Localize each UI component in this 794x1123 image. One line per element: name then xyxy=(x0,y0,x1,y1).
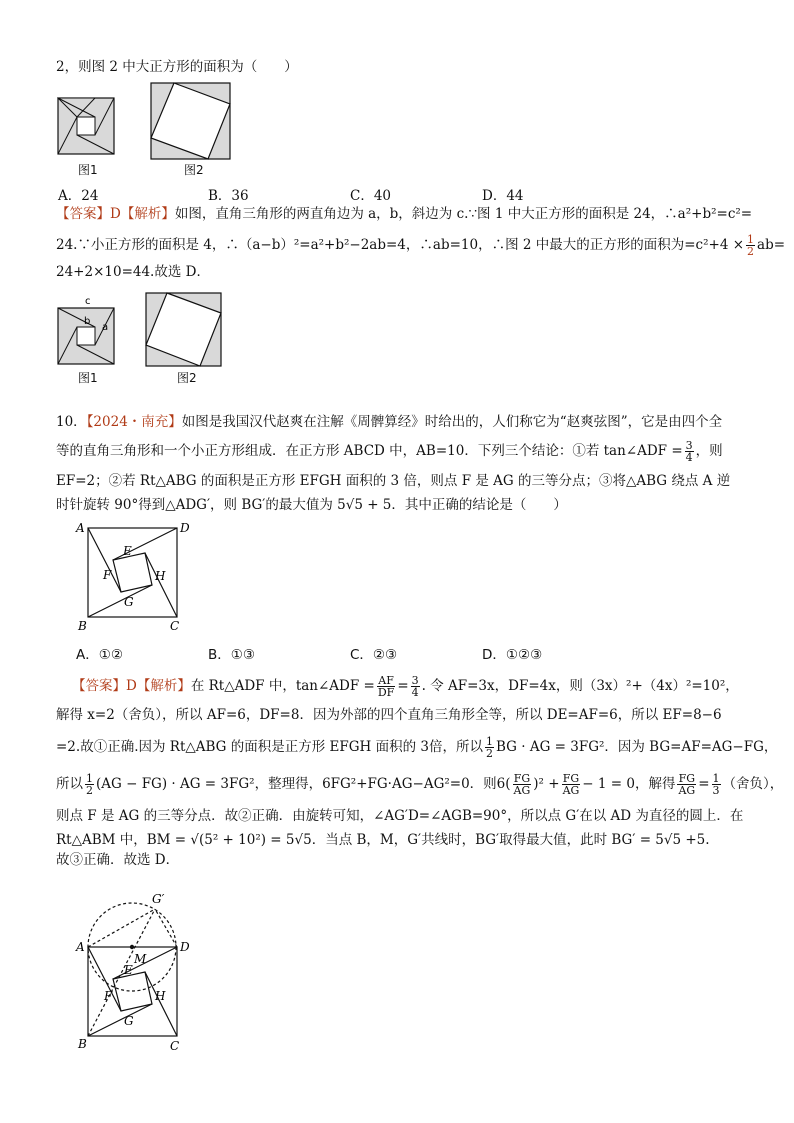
q10-number: 10． xyxy=(56,414,87,430)
label-h: H xyxy=(155,569,166,583)
q9-figure-2 xyxy=(150,82,231,160)
q10-line-1 xyxy=(56,413,722,431)
q10-answer-line-6: Rt△ABM 中，BM = √(5² + 10²) = 5√5．当点 B，M，G′共线时，BG′取得最大值，此时 BG′ = 5√5 +5. xyxy=(56,832,710,848)
q9-option-b: B．36 xyxy=(208,188,249,204)
q9-solution-figure-2 xyxy=(145,292,222,367)
q9-answer-text-1: 如图，直角三角形的两直角边为 a，b，斜边为 c.∵图 1 中大正方形的面积是 24，∴a²+b²=c²= xyxy=(174,206,753,222)
q10-source-tag: 【2024・南充】 xyxy=(86,414,182,430)
q9-answer-line-2 xyxy=(56,234,785,257)
q10-answer-tag: 【答案】D【解析】 xyxy=(72,678,191,694)
q9-solution-figure-1-label: 图1 xyxy=(78,371,98,385)
q10-line-3: EF=2；②若 Rt△ABG 的面积是正方形 EFGH 面积的 3 倍，则点 F 是 AG 的三等分点；③将△ABG 绕点 A 逆 xyxy=(56,473,731,489)
q9-answer-text-2-tail: ab= xyxy=(757,237,786,253)
q9-answer-text-2: 24.∵小正方形的面积是 4，∴（a−b）²=a²+b²−2ab=4，∴ab=10，∴图 2 中最大的正方形的面积为=c²+4 × xyxy=(56,237,745,253)
q10-fraction: $\frac{3}{4}$ xyxy=(685,439,693,464)
q10-text-2b: ，则 xyxy=(695,443,723,459)
q10-line-2 xyxy=(56,440,723,463)
q9-figure-2-label: 图2 xyxy=(184,163,204,177)
q10-answer-line-2: 解得 x=2（舍负），所以 AF=6，DF=8．因为外部的四个直角三角形全等，所以 DE=AF=6，所以 EF=8−6 xyxy=(56,707,722,723)
q10-answer-line-7: 故③正确．故选 D． xyxy=(56,852,180,868)
svg-text:E: E xyxy=(124,963,133,977)
q9-answer-line-1 xyxy=(56,205,752,223)
q9-option-a: A．24 xyxy=(58,188,99,204)
q10-text-1: 如图是我国汉代赵爽在注解《周髀算经》时给出的，人们称它为“赵爽弦图”，它是由四个全 xyxy=(181,414,723,430)
label-c: C xyxy=(170,619,180,633)
q9-figure-1 xyxy=(57,97,115,155)
q10-text-2a: 等的直角三角形和一个小正方形组成．在正方形 ABCD 中，AB=10．下列三个结论：①若 tan∠ADF = xyxy=(56,443,683,459)
svg-text:B: B xyxy=(78,1037,87,1051)
label-g: G xyxy=(124,595,134,609)
q10-answer-line-5: 则点 F 是 AG 的三等分点．故②正确．由旋转可知，∠AG′D=∠AGB=90°，所以点 G′在以 AD 为直径的圆上．在 xyxy=(56,808,744,824)
svg-text:G′: G′ xyxy=(152,892,165,906)
q10-option-b: B．①③ xyxy=(208,647,255,663)
q10-answer-line-4: 所以 $\frac{1}{2}$ (AG − FG) · AG = 3FG²，整理得，6FG²+FG·AG−AG²=0．则6( $\frac{FG}{AG}$ )² + $\frac{FG}{AG}$ − 1 = 0，解得 $\frac{FG}{AG}$ = $\frac{1}{3}$ （舍负）， xyxy=(56,772,784,797)
q10-answer-line-3: =2.故①正确.因为 Rt△ABG 的面积是正方形 EFGH 面积的 3倍，所以 $\frac{1}{2}$ BG · AG = 3FG²．因为 BG=AF=AG−FG， xyxy=(56,735,778,760)
q9-stem: 2，则图 2 中大正方形的面积为（ ） xyxy=(56,59,298,75)
q10-option-a: A．①② xyxy=(76,647,123,663)
svg-text:F: F xyxy=(104,989,113,1003)
label-b: b xyxy=(84,316,91,327)
label-a: a xyxy=(102,322,109,333)
q9-answer-line-3: 24+2×10=44.故选 D． xyxy=(56,264,210,280)
label-d: D xyxy=(180,521,190,535)
label-e: E xyxy=(123,544,132,558)
q10-figure xyxy=(72,518,192,636)
svg-text:D: D xyxy=(180,940,190,954)
q10-solution-figure xyxy=(72,890,197,1060)
q10-option-c: C．②③ xyxy=(350,647,398,663)
svg-text:H: H xyxy=(155,989,166,1003)
q9-answer-fraction: $\frac{1}{2}$ xyxy=(747,233,755,258)
q9-option-c: C．40 xyxy=(350,188,392,204)
q9-answer-tag: 【答案】D【解析】 xyxy=(56,206,175,222)
q9-solution-figure-1 xyxy=(57,294,115,366)
q9-figure-1-label: 图1 xyxy=(78,163,98,177)
label-c: c xyxy=(85,296,91,307)
svg-text:C: C xyxy=(170,1039,180,1053)
q10-option-d: D．①②③ xyxy=(482,647,543,663)
q10-line-4: 时针旋转 90°得到△ADG′，则 BG′的最大值为 5√5 + 5．其中正确的结论是（ ） xyxy=(56,497,567,513)
q9-option-d: D．44 xyxy=(482,188,524,204)
svg-text:G: G xyxy=(124,1014,134,1028)
label-f: F xyxy=(103,568,112,582)
svg-text:A: A xyxy=(76,940,85,954)
label-b: B xyxy=(78,619,87,633)
label-a: A xyxy=(76,521,85,535)
q10-answer-line-1: 【答案】D【解析】在 Rt△ADF 中，tan∠ADF = $\frac{AF}{DF}$ = $\frac{3}{4}$ . 令 AF=3x，DF=4x，则（3x）²+（4x）²=10²， xyxy=(72,674,739,699)
svg-text:M: M xyxy=(134,952,147,966)
q9-solution-figure-2-label: 图2 xyxy=(177,371,197,385)
